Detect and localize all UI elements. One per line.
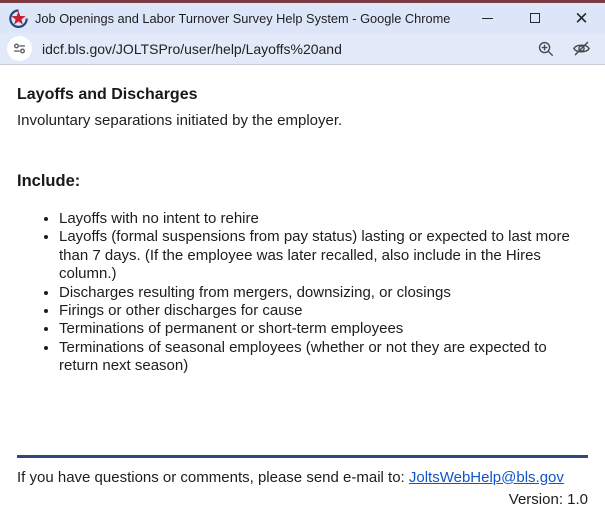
minimize-icon xyxy=(482,18,493,19)
title-bar[interactable] xyxy=(0,3,605,33)
maximize-button[interactable] xyxy=(511,3,558,33)
include-list xyxy=(17,210,588,376)
url-input[interactable]: idcf.bls.gov/JOLTSPro/user/help/Layoffs%20and xyxy=(42,40,342,57)
list-item: • Discharges resulting from mergers, downsizing, or closings xyxy=(59,284,588,302)
list-item: • Layoffs with no intent to rehire xyxy=(59,210,588,228)
page-title: Layoffs and Discharges xyxy=(17,86,198,103)
address-bar xyxy=(0,33,605,65)
minimize-button[interactable] xyxy=(464,3,511,33)
include-heading: Include: xyxy=(17,171,81,190)
close-button[interactable] xyxy=(558,3,605,33)
bls-star-icon xyxy=(8,8,28,28)
list-item: • Terminations of permanent or short-term employees xyxy=(59,320,588,338)
list-item: • Layoffs (formal suspensions from pay status) lasting or expected to last more than 7 days. (If the employee was later recalled, also include in the Hires column.) xyxy=(59,228,588,283)
footer-text xyxy=(17,469,588,486)
site-info-tune-icon xyxy=(12,41,27,56)
maximize-icon xyxy=(530,13,540,23)
eye-blocked-icon[interactable] xyxy=(572,39,591,58)
zoom-in-icon[interactable] xyxy=(537,40,555,58)
footer-divider xyxy=(17,455,588,458)
site-info-button[interactable] xyxy=(7,36,32,61)
footer-prefix: If you have questions or comments, please send e-mail to: xyxy=(17,468,409,486)
window-controls xyxy=(464,3,605,33)
list-item: • Firings or other discharges for cause xyxy=(59,302,588,320)
intro-text: Involuntary separations initiated by the employer. xyxy=(17,112,343,129)
email-link[interactable]: JoltsWebHelp@bls.gov xyxy=(408,468,564,486)
help-page-content xyxy=(0,65,605,517)
version-text: Version: 1.0 xyxy=(508,490,588,508)
close-icon: ✕ xyxy=(574,8,589,28)
list-item: • Terminations of seasonal employees (whether or not they are expected to return next season) xyxy=(59,339,588,376)
window-title: Job Openings and Labor Turnover Survey Help System - Google Chrome xyxy=(35,10,451,26)
